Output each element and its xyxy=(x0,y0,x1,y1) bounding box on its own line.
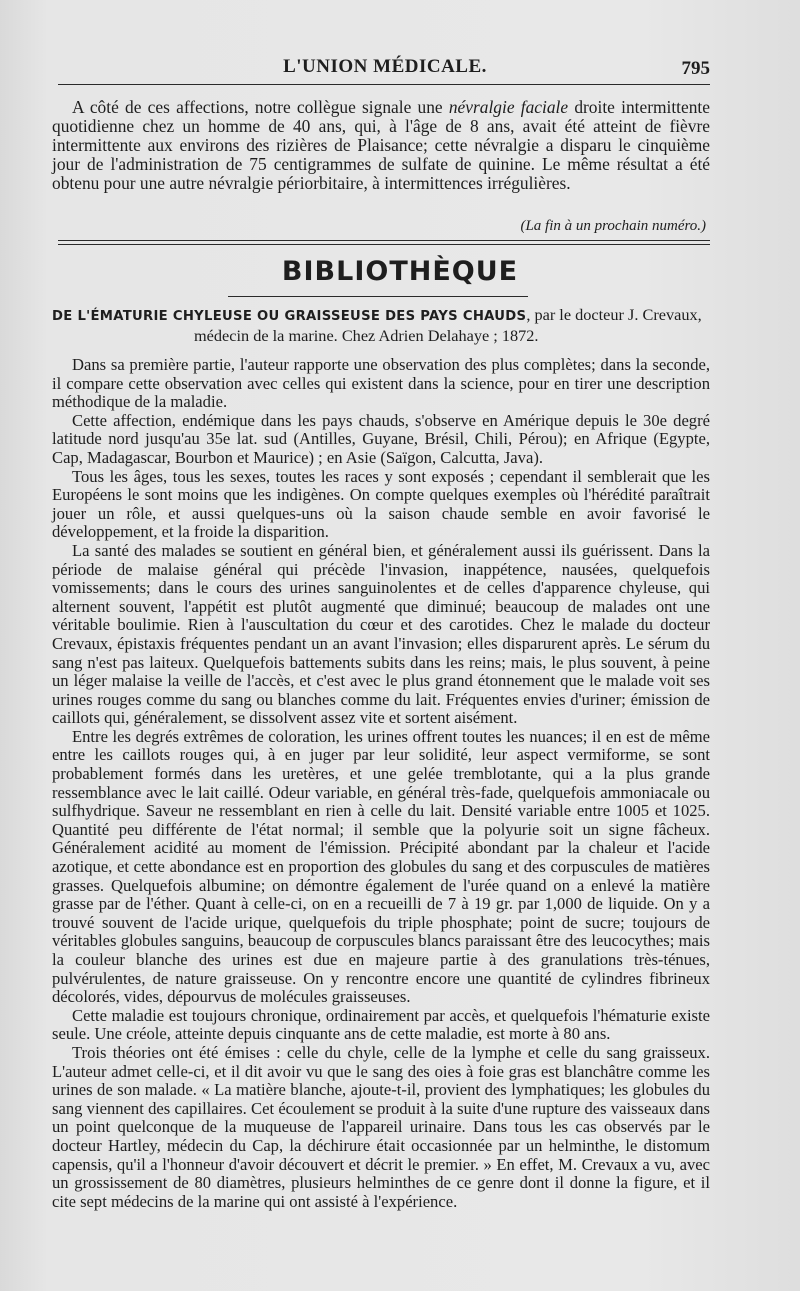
intro-italic: névralgie faciale xyxy=(448,97,569,117)
section-double-rule-bottom xyxy=(58,244,710,245)
intro-paragraph: A côté de ces affections, notre collègue signale une névralgie faciale droite intermittente quotidienne chez un homme de 40 ans, qui, à l'âge de 8 ans, avait été atteint de fièvre intermittente aux environs des rizières de Plaisance; cette névralgie a disparu le cinquième jour de l'administration de 75 centigrammes de sulfate de quinine. Le même résultat a été obtenu pour une autre névralgie périorbitaire, à intermittences irrégulières. xyxy=(52,97,710,193)
body-paragraph: Entre les degrés extrêmes de coloration, les urines offrent toutes les nuances; il en est de même entre les caillots rouges qui, à en juger par leur solidité, leur aspect vermiforme, se sont probablement formés dans les uretères, et une gelée tremblotante, qui a la plus grande ressemblance avec le lait caillé. Odeur variable, en général très-fade, quelquefois ammoniacale ou sulfhydrique. Saveur ne ressemblant en rien à celle du lait. Densité variable entre 1005 et 1025. Quantité peu différente de l'état normal; il semble que la polyurie soit un signe fâcheux. Généralement acidité au moment de l'émission. Précipité abondant par la chaleur et l'acide azotique, et cette abondance est en proportion des globules du sang et des corpuscules de matières grasses. Quelquefois albumine; on démontre également de l'urée quand on a enlevé la matière grasse par de l'éther. Quant à celle-ci, on en a recueilli de 7 à 19 gr. par 1,000 de liquide. On y a trouvé souvent de l'acide urique, quelquefois du triple phosphate; point de sucre; toujours de véritables globules sanguins, beaucoup de corpuscules blancs paraissant être des leucocythes; mais la couleur blanche des urines est due en majeure partie à des granulations très-ténues, pulvérulentes, de nature graisseuse. On y rencontre encore une quantité de cylindres fibrineux décolorés, vides, dépourvus de molécules graisseuses. xyxy=(52,726,710,1007)
body-paragraph: Cette maladie est toujours chronique, ordinairement par accès, et quelquefois l'hématurie existe seule. Une créole, atteinte depuis cinquante ans de cette maladie, est morte à 80 ans. xyxy=(52,1005,710,1044)
review-body xyxy=(52,356,710,1211)
journal-title: L'UNION MÉDICALE. xyxy=(283,56,487,77)
body-paragraph: La santé des malades se soutient en général bien, et généralement aussi ils guérissent. Dans la période de malaise général qui précède l'invasion, inappétence, nausées, quelquefois vomissements; dans le cours des urines sanguinolentes et de celles d'apparence chyleuse, qui alternent souvent, l'appétit est plutôt augmenté que diminué; beaucoup de malades ont une véritable boulimie. Rien à l'auscultation du cœur et des carotides. Chez le malade du docteur Crevaux, épistaxis fréquentes pendant un an avant l'invasion; elles disparurent après. Le sérum du sang n'est pas laiteux. Quelquefois battements subits dans les reins; mais, le plus souvent, à peine un léger malaise la veille de l'accès, et c'est avec le plus grand étonnement que le malade voit ses urines rouges comme du sang ou blanches comme du lait. Fréquentes envies d'uriner; émission de caillots qui, généralement, se dissolvent assez vite et sortent aisément. xyxy=(52,540,710,728)
book-reference xyxy=(52,305,710,345)
header-rule xyxy=(58,84,710,85)
section-double-rule-top xyxy=(58,240,710,241)
page-number: 795 xyxy=(681,58,710,79)
page-header xyxy=(60,54,710,84)
book-author: , par le docteur J. Crevaux, xyxy=(526,305,702,324)
body-paragraph: Dans sa première partie, l'auteur rapporte une observation des plus complètes; dans la seconde, il compare cette observation avec celles qui existent dans la science, pour en tirer une description méthodique de la maladie. xyxy=(52,355,710,412)
body-paragraph: Cette affection, endémique dans les pays chauds, s'observe en Amérique depuis le 30e degré latitude nord jusqu'au 35e lat. sud (Antilles, Guyane, Brésil, Chili, Pérou); en Afrique (Egypte, Cap, Madagascar, Bourbon et Maurice) ; en Asie (Saïgon, Calcutta, Java). xyxy=(52,410,710,467)
body-paragraph: Tous les âges, tous les sexes, toutes les races y sont exposés ; cependant il semblerait que les Européens le sont moins que les indigènes. On compte quelques exemples où l'hérédité paraîtrait jouer un rôle, et aussi quelques-uns où la saison chaude semble en avoir favorisé le développement, et la froide la disparition. xyxy=(52,466,710,542)
book-publisher: médecin de la marine. Chez Adrien Delahaye ; 1872. xyxy=(194,326,539,345)
continued-note: (La fin à un prochain numéro.) xyxy=(520,218,706,234)
body-paragraph: Trois théories ont été émises : celle du chyle, celle de la lymphe et celle du sang graisseux. L'auteur admet celle-ci, et il dit avoir vu que le sang des oies à foie gras est blanchâtre comme les urines de son malade. « La matière blanche, ajoute-t-il, provient des lymphatiques; les globules du sang viennent des capillaires. Cet écoulement se produit à la suite d'une rupture des vaisseaux dans un point quelconque de la muqueuse de l'appareil urinaire. Dans tous les cas observés par le docteur Hartley, médecin du Cap, la déchirure était occasionnée par un helminthe, le distomum capensis, qu'il a l'honneur d'avoir découvert et décrit le premier. » En effet, M. Crevaux a vu, avec un grossissement de 80 diamètres, plusieurs helminthes de ce genre dont il donne la figure, et il cite sept médecins de la marine qui ont assisté à l'expérience. xyxy=(52,1042,710,1211)
section-title: BIBLIOTHÈQUE xyxy=(281,256,519,287)
section-title-underline xyxy=(228,296,528,297)
book-title: DE L'ÉMATURIE CHYLEUSE OU GRAISSEUSE DES PAYS CHAUDS xyxy=(52,309,527,324)
